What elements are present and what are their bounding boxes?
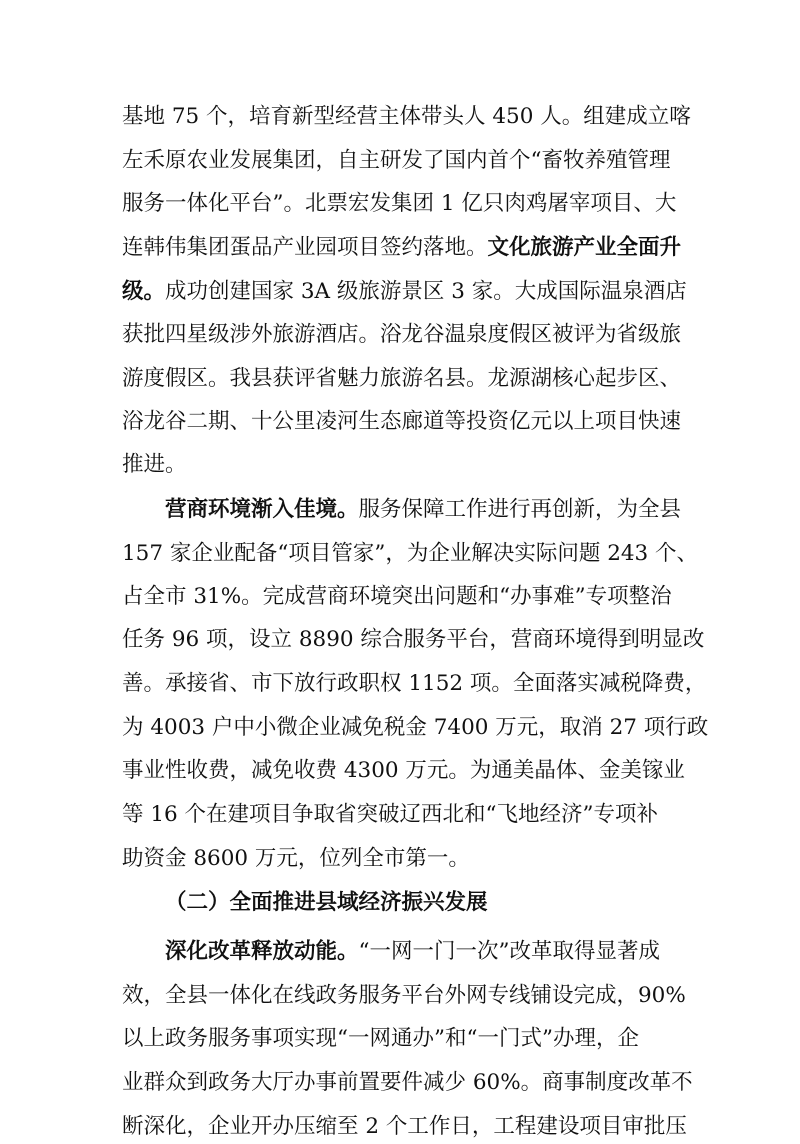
- text-line: 基地 75 个，培育新型经营主体带头人 450 人。组建成立喀: [122, 104, 691, 129]
- text-line: 获批四星级涉外旅游酒店。浴龙谷温泉度假区被评为省级旅: [122, 322, 682, 347]
- section-lead-title: 营商环境渐入佳境。: [165, 497, 359, 522]
- paragraph-lead-line: [165, 935, 692, 969]
- section-lead-title: 深化改革释放动能。: [165, 939, 359, 964]
- text-line: 157 家企业配备“项目管家”，为企业解决实际问题 243 个、: [122, 541, 699, 566]
- text-line: 断深化，企业开办压缩至 2 个工作日，工程建设项目审批压: [122, 1114, 687, 1139]
- body-text: “一网一门一次”改革取得显著成: [358, 939, 660, 964]
- text-line: 业群众到政务大厅办事前置要件减少 60%。商事制度改革不: [122, 1070, 693, 1095]
- body-text: 服务保障工作进行再创新，为全县: [358, 497, 682, 522]
- section-lead-title: 级。: [122, 279, 166, 304]
- section-lead-title: 文化旅游产业全面升: [487, 235, 682, 260]
- text-line: 以上政务服务事项实现“一网通办”和“一门式”办理，企: [122, 1026, 639, 1051]
- text-line: 等 16 个在建项目争取省突破辽西北和“飞地经济”专项补: [122, 802, 659, 827]
- text-line: 占全市 31%。完成营商环境突出问题和“办事难”专项整治: [122, 584, 672, 609]
- section-heading: （二）全面推进县域经济振兴发展: [165, 890, 488, 915]
- text-line: 效，全县一体化在线政务服务平台外网专线铺设完成，90%: [122, 983, 686, 1008]
- text-line: 善。承接省、市下放行政职权 1152 项。全面落实减税降费，: [122, 671, 707, 696]
- body-text: 成功创建国家 3A 级旅游景区 3 家。大成国际温泉酒店: [165, 279, 687, 304]
- text-line: 助资金 8600 万元，位列全市第一。: [122, 846, 470, 871]
- text-line: [122, 231, 692, 265]
- text-line: 游度假区。我县获评省魅力旅游名县。龙源湖核心起步区、: [122, 366, 682, 391]
- text-line: 任务 96 项，设立 8890 综合服务平台，营商环境得到明显改: [122, 627, 705, 652]
- text-line: 左禾原农业发展集团，自主研发了国内首个“畜牧养殖管理: [122, 148, 671, 173]
- text-line: 为 4003 户中小微企业减免税金 7400 万元，取消 27 项行政: [122, 715, 709, 740]
- text-line: [122, 275, 692, 309]
- text-line: 事业性收费，减免收费 4300 万元。为通美晶体、金美镓业: [122, 758, 685, 783]
- body-text: 连韩伟集团蛋品产业园项目签约落地。: [122, 235, 488, 260]
- text-line: 推进。: [122, 452, 187, 477]
- text-line: 浴龙谷二期、十公里凌河生态廊道等投资亿元以上项目快速: [122, 409, 682, 434]
- text-line: 服务一体化平台”。北票宏发集团 1 亿只肉鸡屠宰项目、大: [122, 191, 677, 216]
- paragraph-lead-line: [165, 493, 692, 527]
